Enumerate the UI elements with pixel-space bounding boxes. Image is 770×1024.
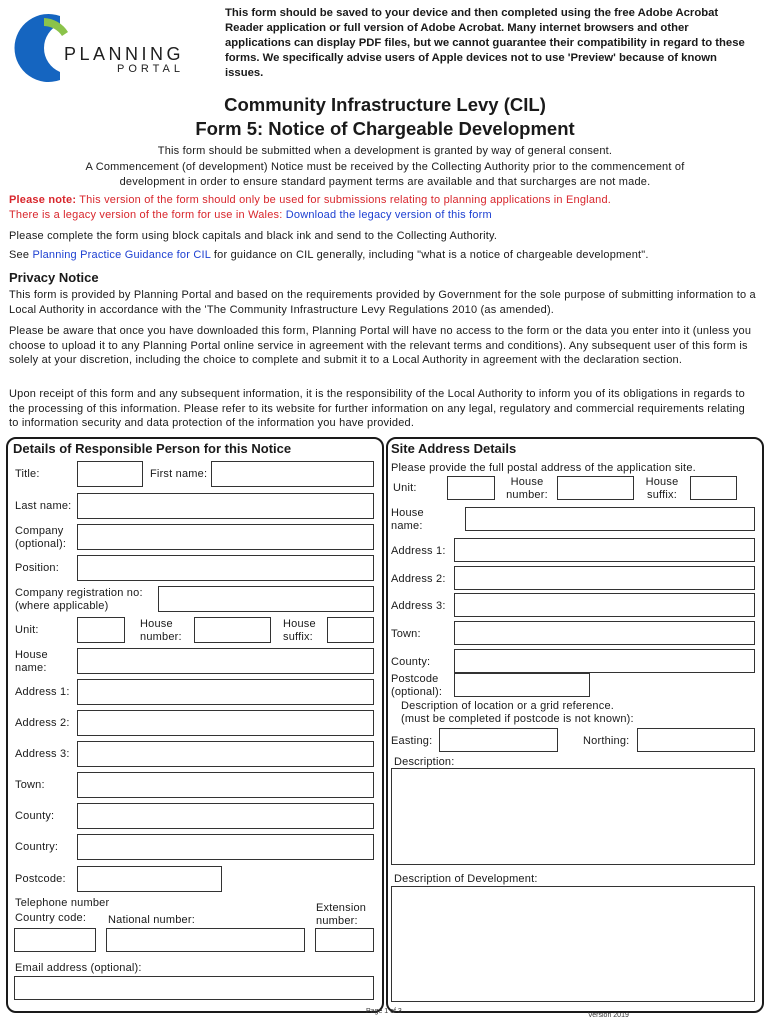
development-description-label: Description of Development: (394, 873, 538, 885)
house-suffix-label (283, 618, 316, 644)
title-field[interactable] (77, 461, 143, 487)
site-house-number-field[interactable] (557, 476, 634, 500)
house-suffix-label-line-2: suffix: (283, 631, 313, 643)
extension-label (316, 902, 366, 928)
address3-field[interactable] (77, 741, 374, 767)
site-county-field[interactable] (454, 649, 755, 673)
description-label: Description: (394, 756, 455, 768)
address3-label: Address 3: (15, 748, 70, 760)
grid-reference-line-1: Description of location or a grid reference. (401, 700, 615, 712)
description-field[interactable] (391, 768, 755, 865)
country-code-field[interactable] (14, 928, 96, 952)
telephone-label: Telephone number (15, 897, 110, 909)
last-name-field[interactable] (77, 493, 374, 519)
site-town-field[interactable] (454, 621, 755, 645)
postcode-label: Postcode: (15, 873, 66, 885)
house-name-label-line-1: House (15, 649, 48, 661)
easting-field[interactable] (439, 728, 558, 752)
extension-label-line-2: number: (316, 915, 358, 927)
country-field[interactable] (77, 834, 374, 860)
guidance-prefix: See (9, 249, 33, 261)
first-name-label: First name: (150, 468, 208, 480)
house-suffix-field[interactable] (327, 617, 374, 643)
house-name-label-line-2: name: (15, 662, 47, 674)
site-instruction: Please provide the full postal address of the application site. (391, 462, 696, 474)
grid-reference-label (401, 700, 634, 726)
address1-field[interactable] (77, 679, 374, 705)
house-name-label (15, 649, 48, 675)
national-number-label: National number: (108, 914, 195, 926)
save-notice: This form should be saved to your device and then completed using the free Adobe Acrobat Reader application or full version of Adobe Acrobat. Many internet browsers and other applications can display PDF files, but we cannot guarantee their compatibility in regard to these forms. We specifically advise users of Apple devices not to use 'Preview' because of known issues. (225, 7, 745, 79)
site-address2-field[interactable] (454, 566, 755, 590)
extension-label-line-1: Extension (316, 902, 367, 914)
company-reg-label-line-2: (where applicable) (15, 600, 109, 612)
development-description-field[interactable] (391, 886, 755, 1002)
house-number-label (140, 618, 182, 644)
postcode-field[interactable] (77, 866, 222, 892)
version-label: Version 2019 (588, 1012, 629, 1019)
address2-label: Address 2: (15, 717, 70, 729)
extension-field[interactable] (315, 928, 374, 952)
form-subtitle: Form 5: Notice of Chargeable Development (195, 118, 575, 139)
form-title: Community Infrastructure Levy (CIL) (224, 94, 546, 115)
house-name-field[interactable] (77, 648, 374, 674)
site-unit-field[interactable] (447, 476, 495, 500)
site-unit-label: Unit: (393, 482, 417, 494)
email-field[interactable] (14, 976, 374, 1000)
title-label: Title: (15, 468, 40, 480)
site-house-number-label (501, 476, 553, 502)
position-label: Position: (15, 562, 59, 574)
site-town-label: Town: (391, 628, 421, 640)
site-postcode-label-line-1: Postcode (391, 673, 439, 685)
site-address-heading: Site Address Details (391, 441, 517, 456)
national-number-field[interactable] (106, 928, 305, 952)
company-field[interactable] (77, 524, 374, 550)
privacy-paragraph-2: Please be aware that once you have downloaded this form, Planning Portal will have no access to the form or the data you enter into it (unless you choose to upload it to any Planning Portal online service in agreement with the relevant terms and conditions). Any subsequent user of this form is solely at your discretion, including the choice to complete and submit it to a Local Authority in agreement with the declaration section. (9, 325, 752, 366)
please-note (9, 193, 757, 208)
logo-text-planning: PLANNING (64, 44, 185, 64)
site-house-suffix-label-line-1: House (645, 476, 679, 488)
house-suffix-label-line-1: House (283, 618, 316, 630)
site-postcode-field[interactable] (454, 673, 590, 697)
site-postcode-label-line-2: (optional): (391, 686, 443, 698)
site-county-label: County: (391, 656, 431, 668)
company-reg-field[interactable] (158, 586, 374, 612)
page-number: Page 1 of 3 (366, 1008, 402, 1015)
intro-line-2: A Commencement (of development) Notice must be received by the Collecting Authority prior to the commencement of (85, 160, 685, 173)
site-house-name-label (391, 507, 424, 533)
position-field[interactable] (77, 555, 374, 581)
site-house-suffix-field[interactable] (690, 476, 737, 500)
house-number-label-line-1: House (140, 618, 173, 630)
county-label: County: (15, 810, 55, 822)
guidance-suffix: for guidance on CIL generally, including "what is a notice of chargeable development". (210, 249, 649, 261)
country-code-label: Country code: (15, 912, 87, 924)
privacy-heading: Privacy Notice (9, 270, 99, 285)
house-number-label-line-2: number: (140, 631, 182, 643)
intro-line-1: This form should be submitted when a development is granted by way of general consent. (157, 145, 613, 157)
country-label: Country: (15, 841, 59, 853)
county-field[interactable] (77, 803, 374, 829)
privacy-paragraph-3: Upon receipt of this form and any subsequent information, it is the responsibility of the Local Authority to inform you of its obligations in regards to the processing of this information. Please refer to its website for further information on any legal, regulatory and commercial requirements relating to information security and data protection of the information you have provided. (9, 388, 746, 429)
town-field[interactable] (77, 772, 374, 798)
logo-text-portal: PORTAL (117, 63, 184, 75)
grid-reference-line-2: (must be completed if postcode is not known): (401, 713, 634, 725)
please-note-label: Please note: (9, 194, 77, 206)
email-label: Email address (optional): (15, 962, 142, 974)
intro-line-3: development in order to ensure standard payment terms are available and that surcharges are not made. (119, 176, 651, 188)
site-address2-label: Address 2: (391, 573, 446, 585)
please-note-text: This version of the form should only be used for submissions relating to planning applications in England. (76, 194, 612, 206)
site-house-name-field[interactable] (465, 507, 755, 531)
company-label-line-2: (optional): (15, 538, 67, 550)
site-address1-label: Address 1: (391, 545, 446, 557)
legacy-form-link[interactable]: Download the legacy version of this form (285, 209, 492, 221)
site-address3-label: Address 3: (391, 600, 446, 612)
unit-label: Unit: (15, 624, 39, 636)
guidance-line (9, 248, 757, 263)
site-house-suffix-label-line-2: suffix: (647, 489, 677, 501)
address2-field[interactable] (77, 710, 374, 736)
company-label (15, 525, 66, 551)
company-reg-label (15, 587, 143, 613)
site-postcode-label (391, 673, 442, 699)
town-label: Town: (15, 779, 45, 791)
house-number-field[interactable] (194, 617, 271, 643)
easting-label: Easting: (391, 735, 433, 747)
site-house-name-label-line-1: House (391, 507, 424, 519)
site-house-suffix-label (640, 476, 684, 502)
planning-portal-logo (10, 12, 72, 84)
company-label-line-1: Company (15, 525, 64, 537)
site-house-name-label-line-2: name: (391, 520, 423, 532)
company-reg-label-line-1: Company registration no: (15, 587, 143, 599)
intro-text (30, 144, 740, 191)
privacy-paragraph-1: This form is provided by Planning Portal and based on the requirements provided by Government for the sole purpose of submitting information to a Local Authority in accordance with the 'The Community Infrastructure Levy Regulations 2010 (as amended). (9, 289, 756, 316)
first-name-field[interactable] (211, 461, 374, 487)
site-house-number-label-line-2: number: (506, 489, 548, 501)
site-house-number-label-line-1: House (510, 476, 544, 488)
unit-field[interactable] (77, 617, 125, 643)
guidance-link[interactable]: Planning Practice Guidance for CIL (32, 249, 211, 261)
address1-label: Address 1: (15, 686, 70, 698)
complete-instruction: Please complete the form using block capitals and black ink and send to the Collecting Authority. (9, 230, 498, 242)
last-name-label: Last name: (15, 500, 72, 512)
site-address1-field[interactable] (454, 538, 755, 562)
legacy-note (9, 208, 757, 223)
northing-field[interactable] (637, 728, 755, 752)
northing-label: Northing: (583, 735, 630, 747)
site-address3-field[interactable] (454, 593, 755, 617)
legacy-text: There is a legacy version of the form for use in Wales: (9, 209, 286, 221)
responsible-person-heading: Details of Responsible Person for this Notice (13, 441, 292, 456)
